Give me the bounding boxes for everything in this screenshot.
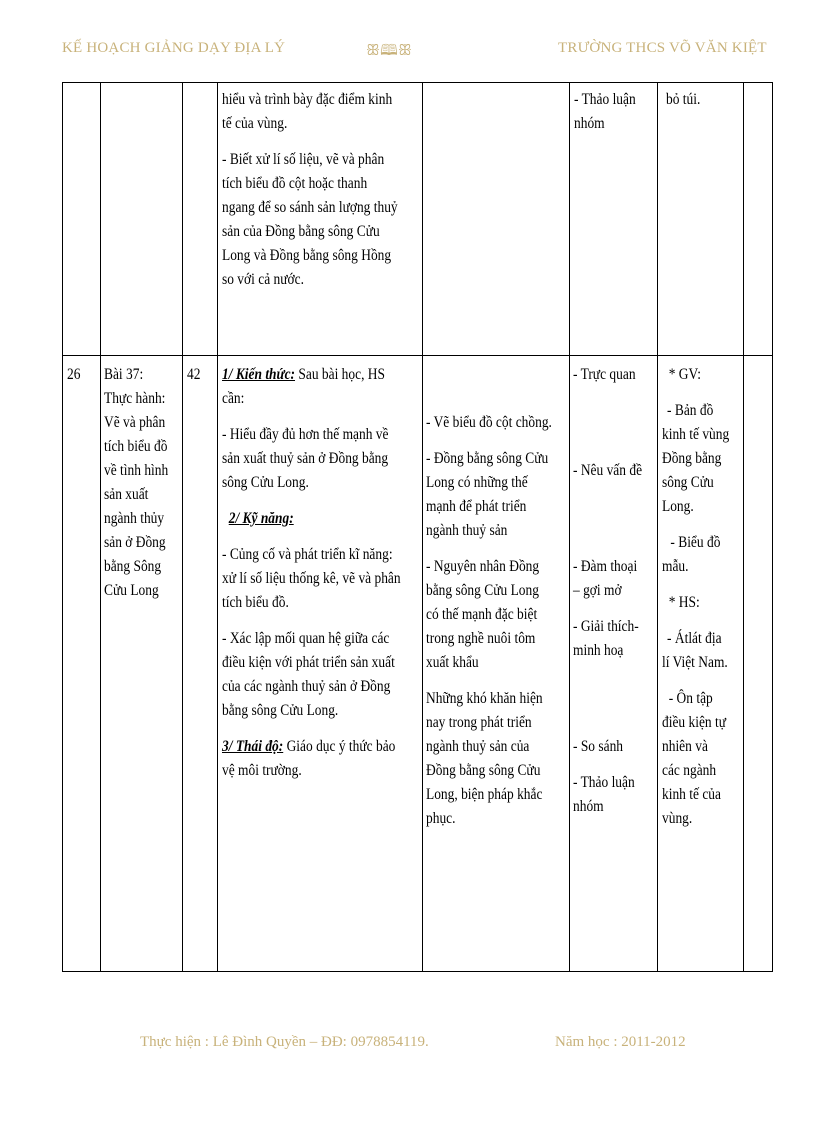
text-line: bằng sông Cửu Long. [222,702,339,719]
text-line: - Bản đồ [667,402,714,419]
row1-methods [574,88,658,136]
skills-heading: 2/ Kỹ năng: [228,510,294,527]
text-line: - Biểu đồ [670,534,721,551]
text-line: tích biểu đồ [104,438,168,455]
text-line: – gợi mở [573,582,622,599]
text-line: * HS: [668,594,700,611]
text-line: phục. [426,810,456,827]
text-line: - Thảo luận [574,91,636,108]
text-line: cần: [222,390,245,407]
text-line: Đồng bằng [662,450,722,467]
text-line: tích biểu đồ. [222,594,289,611]
text-line: Đồng bằng sông Cửu [426,762,541,779]
text-line: - Nguyên nhân Đồng [426,558,540,575]
text-line: sông Cửu [662,474,714,491]
text-line: xử lí số liệu thống kê, vẽ và phân [222,570,401,587]
row1-objectives [222,88,415,292]
text-line: - Átlát địa [667,630,722,647]
text-line: có thế mạnh đặc biệt [426,606,538,623]
text-line: về tình hình [104,462,169,479]
col-line [62,82,63,972]
text-line: - Đồng bằng sông Cửu [426,450,549,467]
text-line: minh hoạ [573,642,624,659]
text-line: tế của vùng. [222,115,288,132]
text-line: xuất khẩu [426,654,479,671]
text-line: ngang để so sánh sản lượng thuỷ [222,199,398,216]
text-line: - Nêu vấn đề [573,462,643,479]
text-line: * GV: [668,366,701,383]
text-line: bỏ túi. [666,91,701,108]
col-line [657,82,658,972]
attitude-heading: 3/ Thái độ: [222,738,284,755]
text-line: - So sánh [573,738,624,755]
knowledge-heading: 1/ Kiến thức: [222,366,296,383]
text-line: kinh tế của [662,786,721,803]
text-line: ngành thuỷ sản của [426,738,530,755]
text-line: Long và Đồng bằng sông Hồng [222,247,392,264]
header-left: KẾ HOẠCH GIẢNG DẠY ĐỊA LÝ [62,40,286,56]
text-line: Những khó khăn hiện [426,690,543,707]
text-line: tích biểu đồ cột hoặc thanh [222,175,368,192]
footer-right: Năm học : 2011-2012 [555,1034,686,1050]
row1-materials [666,88,746,112]
text-line: ngành thủy [104,510,165,527]
text-line: - Đàm thoại [573,558,638,575]
text-line: - Hiểu đầy đủ hơn thế mạnh về [222,426,389,443]
text-line: - Vẽ biểu đồ cột chồng. [426,414,552,431]
text-line: - Trực quan [573,366,636,383]
lesson-title [104,363,185,603]
text-line: Long có những thế [426,474,528,491]
text-line: trong nghề nuôi tôm [426,630,536,647]
period-number: 42 [187,366,201,383]
objectives-cell [222,363,420,783]
text-line: sản xuất [104,486,149,503]
methods-cell [573,363,657,819]
text-line: Long. [662,498,694,515]
text-line: vùng. [662,810,693,827]
text-line: Bài 37: [104,366,144,383]
text-line: điều kiện với phát triển sản xuất [222,654,395,671]
text-line: sản xuất thuỷ sản ở Đồng bằng [222,450,389,467]
text-line: nhóm [574,115,605,132]
text-line: Cửu Long [104,582,159,599]
text-line: Long, biện pháp khắc [426,786,543,803]
text-line: nhiên và [662,738,708,755]
text-line: - Giải thích- [573,618,639,635]
row-divider [62,355,773,356]
text-line: bằng Sông [104,558,162,575]
week-number: 26 [67,366,81,383]
table-border-bottom [62,971,773,972]
text-line: sản của Đồng bằng sông Cửu [222,223,380,240]
header-ornament: ꕥ🕮ꕥ [366,43,413,59]
text-line: mạnh để phát triển [426,498,527,515]
text-line: hiểu và trình bày đặc điểm kinh [222,91,393,108]
text-line: các ngành [662,762,717,779]
text-line: sản ở Đồng [104,534,166,551]
text-line: bằng sông Cửu Long [426,582,539,599]
text-span: Giáo dục ý thức bảo [283,738,396,755]
text-line: điều kiện tự [662,714,727,731]
col-line [422,82,423,972]
footer-left: Thực hiện : Lê Đình Quyền – ĐĐ: 0978854119. [140,1034,429,1050]
text-line: Vẽ và phân [104,414,166,431]
text-line: nhóm [573,798,604,815]
text-line: - Biết xử lí số liệu, vẽ và phân [222,151,385,168]
text-line: sông Cửu Long. [222,474,309,491]
text-line: Thực hành: [104,390,166,407]
text-line: vệ môi trường. [222,762,302,779]
text-line: lí Việt Nam. [662,654,728,671]
header-right: TRƯỜNG THCS VÕ VĂN KIỆT [558,40,767,56]
text-span: Sau bài học, HS [295,366,385,383]
text-line: nay trong phát triển [426,714,532,731]
table-border-top [62,82,773,83]
text-line: kinh tế vùng [662,426,730,443]
text-line: mẫu. [662,558,689,575]
col-line [569,82,570,972]
text-line: - Xác lập mối quan hệ giữa các [222,630,390,647]
text-line: ngành thuỷ sản [426,522,508,539]
content-cell [426,411,567,831]
text-line: so với cả nước. [222,271,304,288]
col-line [100,82,101,972]
col-line [217,82,218,972]
text-line: - Củng cố và phát triển kĩ năng: [222,546,393,563]
materials-cell [662,363,744,831]
text-line: - Ôn tập [668,690,713,707]
col-line [772,82,773,972]
text-line: của các ngành thuỷ sản ở Đồng [222,678,391,695]
text-line: - Thảo luận [573,774,635,791]
